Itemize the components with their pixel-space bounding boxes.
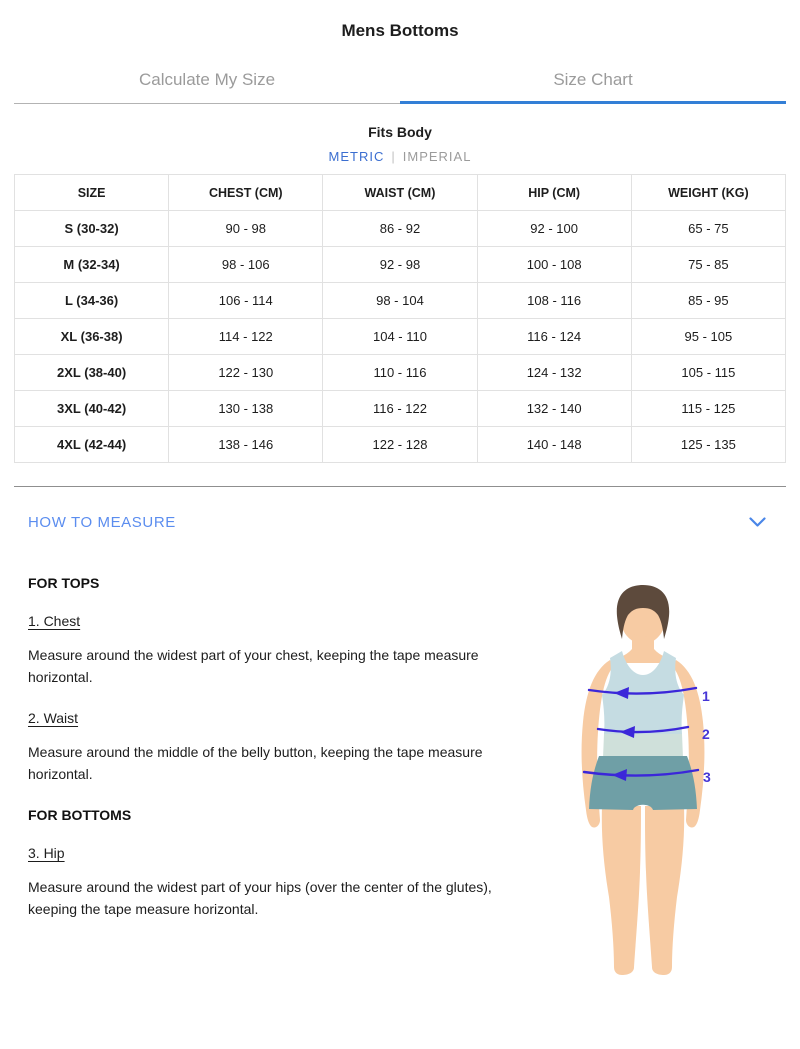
unit-imperial-option[interactable]: IMPERIAL bbox=[402, 149, 472, 164]
hip-cell: 108 - 116 bbox=[477, 283, 631, 319]
chest-cell: 122 - 130 bbox=[169, 355, 323, 391]
weight-cell: 105 - 115 bbox=[631, 355, 785, 391]
hip-measure-text: Measure around the widest part of your hips (over the center of the glutes), keeping the tape measure horizontal. bbox=[28, 879, 492, 917]
marker-1: 1 bbox=[702, 688, 710, 704]
hip-measure-label: 3. Hip bbox=[28, 845, 65, 861]
table-header-row bbox=[15, 175, 786, 211]
for-bottoms-heading: FOR BOTTOMS bbox=[28, 807, 132, 823]
waist-measure-text: Measure around the middle of the belly button, keeping the tape measure horizontal. bbox=[28, 744, 483, 782]
weight-cell: 65 - 75 bbox=[631, 211, 785, 247]
waist-cell: 110 - 116 bbox=[323, 355, 477, 391]
how-to-measure-accordion-header[interactable] bbox=[28, 487, 766, 531]
waist-cell: 92 - 98 bbox=[323, 247, 477, 283]
table-row bbox=[15, 283, 786, 319]
chest-cell: 114 - 122 bbox=[169, 319, 323, 355]
how-to-measure-title: HOW TO MEASURE bbox=[28, 514, 176, 531]
how-to-measure-content bbox=[28, 575, 800, 982]
measurement-figure bbox=[498, 575, 800, 982]
chest-cell: 98 - 106 bbox=[169, 247, 323, 283]
chest-cell: 106 - 114 bbox=[169, 283, 323, 319]
size-cell: 3XL (40-42) bbox=[15, 391, 169, 427]
table-row bbox=[15, 427, 786, 463]
size-cell: L (34-36) bbox=[15, 283, 169, 319]
tab-calculate-my-size[interactable]: Calculate My Size bbox=[14, 62, 400, 104]
size-cell: 4XL (42-44) bbox=[15, 427, 169, 463]
measure-instructions bbox=[28, 575, 498, 982]
waist-cell: 98 - 104 bbox=[323, 283, 477, 319]
figure-shorts bbox=[589, 756, 697, 810]
waist-cell: 104 - 110 bbox=[323, 319, 477, 355]
waist-cell: 86 - 92 bbox=[323, 211, 477, 247]
marker-2: 2 bbox=[702, 726, 710, 742]
fit-type-label: Fits Body bbox=[368, 124, 432, 140]
chevron-down-icon[interactable] bbox=[749, 517, 766, 528]
hip-cell: 140 - 148 bbox=[477, 427, 631, 463]
waist-cell: 122 - 128 bbox=[323, 427, 477, 463]
chest-measure-text: Measure around the widest part of your chest, keeping the tape measure horizontal. bbox=[28, 647, 479, 685]
for-tops-heading: FOR TOPS bbox=[28, 575, 100, 591]
column-header-waist: WAIST (CM) bbox=[323, 175, 477, 211]
waist-cell: 116 - 122 bbox=[323, 391, 477, 427]
column-header-weight: WEIGHT (KG) bbox=[631, 175, 785, 211]
table-row bbox=[15, 319, 786, 355]
unit-separator: | bbox=[391, 149, 396, 164]
weight-cell: 75 - 85 bbox=[631, 247, 785, 283]
size-cell: S (30-32) bbox=[15, 211, 169, 247]
hip-cell: 116 - 124 bbox=[477, 319, 631, 355]
weight-cell: 95 - 105 bbox=[631, 319, 785, 355]
chest-measure-label: 1. Chest bbox=[28, 613, 81, 629]
column-header-hip: HIP (CM) bbox=[477, 175, 631, 211]
column-header-size: SIZE bbox=[15, 175, 169, 211]
hip-cell: 92 - 100 bbox=[477, 211, 631, 247]
size-cell: M (32-34) bbox=[15, 247, 169, 283]
chest-cell: 138 - 146 bbox=[169, 427, 323, 463]
chest-cell: 90 - 98 bbox=[169, 211, 323, 247]
unit-toggle bbox=[0, 149, 800, 164]
hip-cell: 124 - 132 bbox=[477, 355, 631, 391]
size-chart-table bbox=[14, 174, 786, 463]
weight-cell: 125 - 135 bbox=[631, 427, 785, 463]
weight-cell: 85 - 95 bbox=[631, 283, 785, 319]
tab-bar bbox=[14, 62, 786, 104]
hip-cell: 100 - 108 bbox=[477, 247, 631, 283]
page-title: Mens Bottoms bbox=[341, 21, 459, 40]
table-row bbox=[15, 211, 786, 247]
table-row bbox=[15, 391, 786, 427]
figure-right-leg bbox=[645, 806, 684, 975]
marker-3: 3 bbox=[703, 769, 711, 785]
size-cell: 2XL (38-40) bbox=[15, 355, 169, 391]
table-row bbox=[15, 247, 786, 283]
size-cell: XL (36-38) bbox=[15, 319, 169, 355]
tab-size-chart[interactable]: Size Chart bbox=[400, 62, 786, 104]
waist-measure-label: 2. Waist bbox=[28, 710, 79, 726]
column-header-chest: CHEST (CM) bbox=[169, 175, 323, 211]
chest-cell: 130 - 138 bbox=[169, 391, 323, 427]
table-row bbox=[15, 355, 786, 391]
figure-left-leg bbox=[602, 806, 641, 975]
body-measurement-illustration bbox=[556, 582, 741, 982]
hip-cell: 132 - 140 bbox=[477, 391, 631, 427]
unit-metric-option[interactable]: METRIC bbox=[328, 149, 385, 164]
weight-cell: 115 - 125 bbox=[631, 391, 785, 427]
figure-tank-lower bbox=[603, 734, 683, 758]
